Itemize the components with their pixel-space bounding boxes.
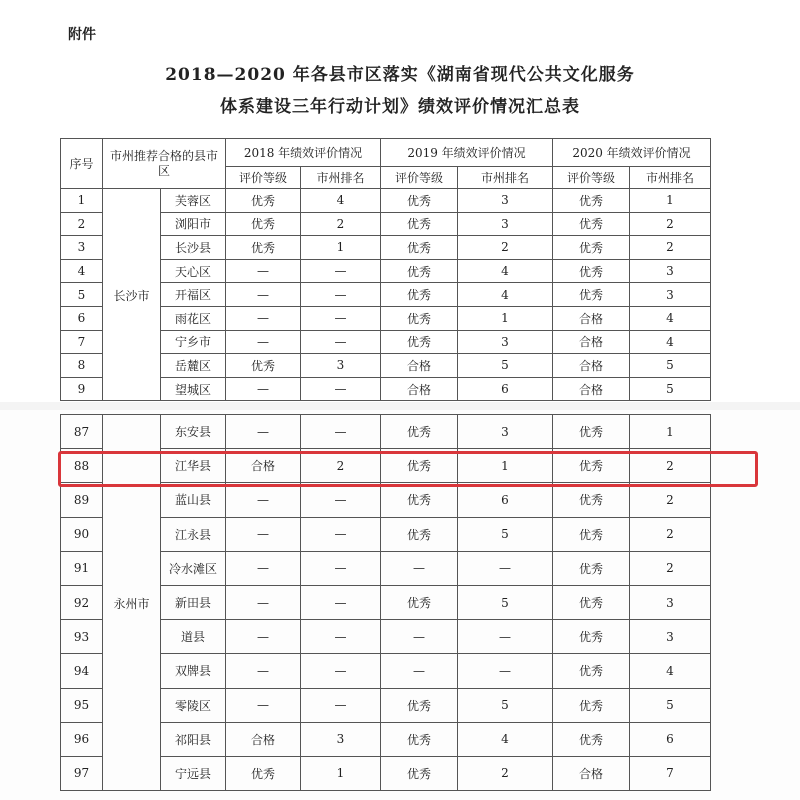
grade-2020: 合格	[553, 306, 630, 330]
grade-2020: 合格	[553, 330, 630, 354]
county-name: 宁乡市	[161, 330, 226, 354]
rank-2018: 3	[301, 354, 381, 378]
rank-2020: 2	[630, 449, 711, 483]
grade-2018: —	[226, 377, 301, 401]
grade-2018: 优秀	[226, 354, 301, 378]
rank-2020: 3	[630, 620, 711, 654]
grade-2019: —	[381, 620, 458, 654]
row-number: 2	[61, 212, 103, 236]
rank-2018: —	[301, 306, 381, 330]
grade-2020: 优秀	[553, 236, 630, 260]
row-number: 96	[61, 722, 103, 756]
rank-2020: 3	[630, 585, 711, 619]
table-row	[61, 415, 711, 449]
grade-2019: 优秀	[381, 756, 458, 790]
rank-2019: 2	[458, 236, 553, 260]
rank-2020: 2	[630, 212, 711, 236]
row-number: 88	[61, 449, 103, 483]
county-name: 浏阳市	[161, 212, 226, 236]
row-number: 5	[61, 283, 103, 307]
grade-2018: 合格	[226, 449, 301, 483]
grade-2019: 优秀	[381, 236, 458, 260]
rank-2019: 4	[458, 259, 553, 283]
grade-2019: —	[381, 654, 458, 688]
header-rank-2020: 市州排名	[630, 167, 711, 189]
grade-2020: 优秀	[553, 483, 630, 517]
rank-2020: 5	[630, 354, 711, 378]
county-name: 雨花区	[161, 306, 226, 330]
county-name: 望城区	[161, 377, 226, 401]
rank-2019: 3	[458, 189, 553, 213]
grade-2018: —	[226, 306, 301, 330]
grade-2018: —	[226, 259, 301, 283]
grade-2018: —	[226, 620, 301, 654]
grade-2018: —	[226, 517, 301, 551]
rank-2020: 1	[630, 415, 711, 449]
grade-2020: 优秀	[553, 517, 630, 551]
grade-2019: 优秀	[381, 306, 458, 330]
row-number: 9	[61, 377, 103, 401]
row-number: 92	[61, 585, 103, 619]
county-name: 新田县	[161, 585, 226, 619]
county-name: 祁阳县	[161, 722, 226, 756]
grade-2020: 优秀	[553, 688, 630, 722]
rank-2019: 3	[458, 415, 553, 449]
grade-2018: —	[226, 688, 301, 722]
county-name: 江永县	[161, 517, 226, 551]
rank-2020: 2	[630, 517, 711, 551]
city-name: 永州市	[103, 415, 161, 791]
rank-2018: —	[301, 517, 381, 551]
highlight-box-row-88	[58, 451, 758, 487]
rank-2018: 4	[301, 189, 381, 213]
rank-2018: —	[301, 620, 381, 654]
header-county: 市州推荐合格的县市区	[103, 139, 226, 189]
grade-2020: 合格	[553, 354, 630, 378]
header-rank-2018: 市州排名	[301, 167, 381, 189]
row-number: 6	[61, 306, 103, 330]
row-number: 93	[61, 620, 103, 654]
document-title-line2: 体系建设三年行动计划》绩效评价情况汇总表	[220, 97, 580, 117]
grade-2020: 优秀	[553, 189, 630, 213]
county-name: 东安县	[161, 415, 226, 449]
row-number: 1	[61, 189, 103, 213]
county-name: 蓝山县	[161, 483, 226, 517]
rank-2020: 6	[630, 722, 711, 756]
grade-2018: 优秀	[226, 189, 301, 213]
grade-2020: 优秀	[553, 585, 630, 619]
rank-2019: —	[458, 551, 553, 585]
grade-2018: —	[226, 415, 301, 449]
document-title-line1: 2018—2020 年各县市区落实《湖南省现代公共文化服务	[165, 65, 635, 85]
grade-2019: 优秀	[381, 722, 458, 756]
county-name: 江华县	[161, 449, 226, 483]
grade-2020: 合格	[553, 756, 630, 790]
grade-2020: 优秀	[553, 259, 630, 283]
grade-2019: 优秀	[381, 283, 458, 307]
grade-2019: 优秀	[381, 259, 458, 283]
rank-2019: 4	[458, 283, 553, 307]
rank-2020: 4	[630, 654, 711, 688]
grade-2020: 合格	[553, 377, 630, 401]
county-name: 岳麓区	[161, 354, 226, 378]
rank-2020: 3	[630, 259, 711, 283]
row-number: 87	[61, 415, 103, 449]
county-name: 冷水滩区	[161, 551, 226, 585]
grade-2019: 优秀	[381, 449, 458, 483]
grade-2019: 合格	[381, 354, 458, 378]
rank-2019: 4	[458, 722, 553, 756]
row-number: 94	[61, 654, 103, 688]
rank-2018: —	[301, 415, 381, 449]
rank-2019: —	[458, 654, 553, 688]
row-number: 7	[61, 330, 103, 354]
rank-2018: —	[301, 259, 381, 283]
grade-2018: —	[226, 330, 301, 354]
row-number: 90	[61, 517, 103, 551]
rank-2019: 3	[458, 330, 553, 354]
row-number: 91	[61, 551, 103, 585]
rank-2019: 5	[458, 517, 553, 551]
rank-2020: 2	[630, 483, 711, 517]
rank-2018: —	[301, 283, 381, 307]
grade-2020: 优秀	[553, 620, 630, 654]
rank-2020: 1	[630, 189, 711, 213]
grade-2018: —	[226, 483, 301, 517]
grade-2018: 优秀	[226, 236, 301, 260]
row-number: 4	[61, 259, 103, 283]
grade-2018: —	[226, 283, 301, 307]
rank-2019: 5	[458, 688, 553, 722]
grade-2019: 优秀	[381, 517, 458, 551]
row-number: 8	[61, 354, 103, 378]
rank-2019: 6	[458, 483, 553, 517]
rank-2019: 3	[458, 212, 553, 236]
rank-2019: 1	[458, 449, 553, 483]
row-number: 3	[61, 236, 103, 260]
grade-2018: 优秀	[226, 212, 301, 236]
grade-2018: —	[226, 654, 301, 688]
rank-2018: —	[301, 483, 381, 517]
grade-2019: 优秀	[381, 415, 458, 449]
rank-2019: 6	[458, 377, 553, 401]
header-grade-2018: 评价等级	[226, 167, 301, 189]
rank-2020: 7	[630, 756, 711, 790]
grade-2020: 优秀	[553, 722, 630, 756]
county-name: 开福区	[161, 283, 226, 307]
county-name: 天心区	[161, 259, 226, 283]
rank-2019: 5	[458, 585, 553, 619]
table-fragment-top	[0, 132, 800, 404]
rank-2018: 1	[301, 756, 381, 790]
grade-2018: —	[226, 585, 301, 619]
grade-2020: 优秀	[553, 654, 630, 688]
rank-2020: 2	[630, 236, 711, 260]
county-name: 道县	[161, 620, 226, 654]
grade-2018: 优秀	[226, 756, 301, 790]
header-2018: 2018 年绩效评价情况	[226, 139, 381, 167]
grade-2020: 优秀	[553, 551, 630, 585]
header-grade-2020: 评价等级	[553, 167, 630, 189]
county-name: 宁远县	[161, 756, 226, 790]
rank-2020: 4	[630, 306, 711, 330]
rank-2020: 2	[630, 551, 711, 585]
grade-2019: —	[381, 551, 458, 585]
header-rank-2019: 市州排名	[458, 167, 553, 189]
county-name: 双牌县	[161, 654, 226, 688]
county-name: 芙蓉区	[161, 189, 226, 213]
header-seq: 序号	[61, 139, 103, 189]
rank-2018: —	[301, 551, 381, 585]
city-name: 长沙市	[103, 189, 161, 401]
header-2019: 2019 年绩效评价情况	[381, 139, 553, 167]
grade-2020: 优秀	[553, 415, 630, 449]
header-2020: 2020 年绩效评价情况	[553, 139, 711, 167]
grade-2020: 优秀	[553, 449, 630, 483]
county-name: 零陵区	[161, 688, 226, 722]
evaluation-table-top	[60, 138, 711, 401]
rank-2020: 5	[630, 377, 711, 401]
rank-2018: 2	[301, 212, 381, 236]
grade-2019: 优秀	[381, 212, 458, 236]
grade-2018: —	[226, 551, 301, 585]
rank-2019: —	[458, 620, 553, 654]
table-row	[61, 189, 711, 213]
rank-2018: —	[301, 377, 381, 401]
rank-2018: —	[301, 654, 381, 688]
grade-2020: 优秀	[553, 212, 630, 236]
rank-2018: 3	[301, 722, 381, 756]
grade-2020: 优秀	[553, 283, 630, 307]
grade-2019: 合格	[381, 377, 458, 401]
grade-2019: 优秀	[381, 585, 458, 619]
rank-2019: 2	[458, 756, 553, 790]
rank-2020: 5	[630, 688, 711, 722]
rank-2019: 1	[458, 306, 553, 330]
row-number: 89	[61, 483, 103, 517]
rank-2019: 5	[458, 354, 553, 378]
rank-2018: —	[301, 585, 381, 619]
rank-2018: 1	[301, 236, 381, 260]
attachment-label: 附件	[68, 27, 96, 43]
grade-2019: 优秀	[381, 330, 458, 354]
rank-2020: 4	[630, 330, 711, 354]
rank-2018: —	[301, 330, 381, 354]
grade-2019: 优秀	[381, 688, 458, 722]
grade-2018: 合格	[226, 722, 301, 756]
header-grade-2019: 评价等级	[381, 167, 458, 189]
rank-2018: 2	[301, 449, 381, 483]
rank-2018: —	[301, 688, 381, 722]
county-name: 长沙县	[161, 236, 226, 260]
grade-2019: 优秀	[381, 483, 458, 517]
row-number: 95	[61, 688, 103, 722]
grade-2019: 优秀	[381, 189, 458, 213]
row-number: 97	[61, 756, 103, 790]
rank-2020: 3	[630, 283, 711, 307]
